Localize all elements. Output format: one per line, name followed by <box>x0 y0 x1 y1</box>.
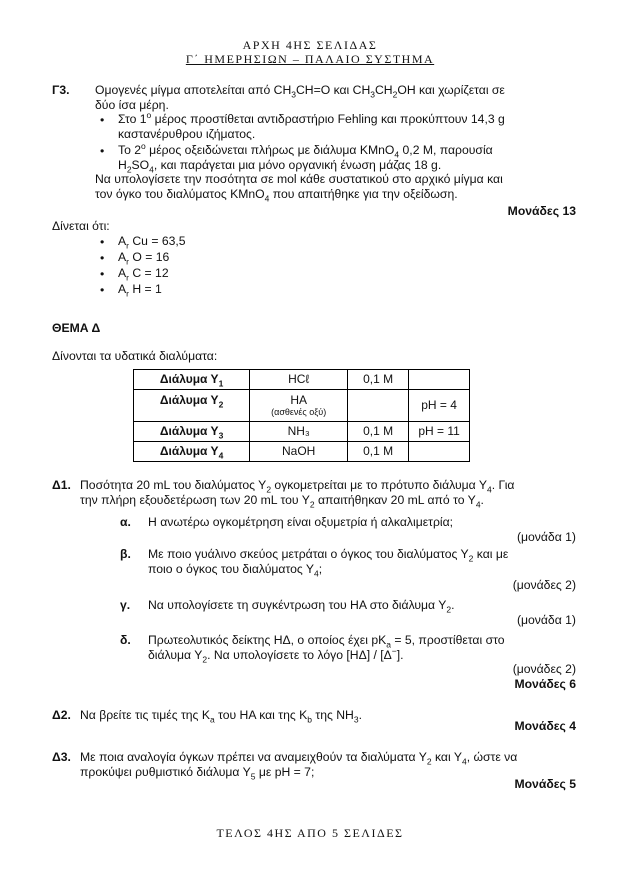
g3-bullet1-line2: καστανέρυθρου ιζήματος. <box>118 127 256 141</box>
table-cell-name: Διάλυμα $\Upsilon_2$ <box>134 390 250 422</box>
table-cell-ph: pH = 4 <box>409 390 470 422</box>
d3-line1: Με ποια αναλογία όγκων πρέπει να αναμειχθούν τα διαλύματα $\Upsilon_2$ και $\Upsilon_4$, ώστε να <box>80 750 518 767</box>
table-cell-ph <box>409 370 470 390</box>
section-intro: Δίνονται τα υδατικά διαλύματα: <box>52 349 218 363</box>
g3-units: Μονάδες 13 <box>507 204 576 218</box>
given-item: $A_r$ C = 12 <box>118 266 169 283</box>
bullet-icon: • <box>100 144 105 158</box>
g3-bullet2-line2: $H_2SO_4$, και παράγεται μια μόνο οργανική ένωση μάζας 18 g. <box>118 158 442 175</box>
bullet-icon: • <box>100 235 105 249</box>
table-cell-name: Διάλυμα $\Upsilon_4$ <box>134 442 250 462</box>
table-cell-concentration: 0,1 M <box>348 370 409 390</box>
given-item: $A_r$ Cu = 63,5 <box>118 234 186 251</box>
page-footer: ΤΕΛΟΣ 4ΗΣ ΑΠΟ 5 ΣΕΛΙΔΕΣ <box>216 826 404 840</box>
table-cell-name: Διάλυμα $\Upsilon_3$ <box>134 422 250 442</box>
table-cell-compound: NaOH <box>250 442 348 462</box>
table-cell-compound: HA (ασθενές οξύ) <box>250 390 348 422</box>
table-row <box>134 442 470 462</box>
d1-d-line1: Πρωτεολυτικός δείκτης ΗΔ, ο οποίος έχει $pK_a = 5$, προστίθεται στο <box>148 633 505 650</box>
bullet-icon: • <box>100 283 105 297</box>
d1-c-units: (μονάδα 1) <box>516 613 576 627</box>
table-cell-compound: NH₃ <box>250 422 348 442</box>
d1-d-label: δ. <box>120 633 131 647</box>
d2-text: Να βρείτε τις τιμές της $K_a$ του HA και της $K_b$ της $NH_3$. <box>80 708 362 725</box>
g3-intro-line1: Ομογενές μίγμα αποτελείται από $CH_3CH=O$ και $CH_3CH_2OH$ και χωρίζεται σε <box>95 83 505 100</box>
d1-b-line1: Με ποιο γυάλινο σκεύος μετράται ο όγκος του διαλύματος $\Upsilon_2$ και με <box>148 547 509 564</box>
d2-units: Μονάδες 4 <box>514 719 576 733</box>
d1-d-units: (μονάδες 2) <box>512 662 576 676</box>
d1-units: Μονάδες 6 <box>514 677 576 691</box>
table-row <box>134 390 470 422</box>
d1-a-label: α. <box>120 515 131 529</box>
d1-d-line2: διάλυμα $\Upsilon_2$. Να υπολογίσετε το λόγο [ΗΔ] / [Δ−]. <box>148 645 404 665</box>
g3-question-line2: τον όγκο του διαλύματος KMnO$_4$ που απαιτήθηκε για την οξείδωση. <box>95 187 458 204</box>
page-header-line2: Γ΄ ΗΜΕΡΗΣΙΩΝ – ΠΑΛΑΙΟ ΣΥΣΤΗΜΑ <box>185 52 435 66</box>
table-cell-name: Διάλυμα $\Upsilon_1$ <box>134 370 250 390</box>
given-item: $A_r$ H = 1 <box>118 282 162 299</box>
d1-a-units: (μονάδα 1) <box>516 530 576 544</box>
question-d1-label: Δ1. <box>52 478 71 492</box>
page-header-line1: ΑΡΧΗ 4ΗΣ ΣΕΛΙΔΑΣ <box>242 38 378 52</box>
d1-intro-line2: την πλήρη εξουδετέρωση των 20 mL του $\Upsilon_2$ απαιτήθηκαν 20 mL από το $\Upsilon_4$. <box>80 493 484 510</box>
section-title: ΘΕΜΑ Δ <box>52 321 101 335</box>
d3-line2: προκύψει ρυθμιστικό διάλυμα $\Upsilon_5$ με pH = 7; <box>80 765 315 782</box>
g3-bullet1-line1: Στο $1^o$ μέρος προστίθεται αντιδραστήριο Fehling και προκύπτουν 14,3 g <box>118 109 505 126</box>
given-item: $A_r$ O = 16 <box>118 250 170 267</box>
g3-bullet2-line1: Το $2^o$ μέρος οξειδώνεται πλήρως με διάλυμα KMnO$_4$ 0,2 M, παρουσία <box>118 140 493 160</box>
table-cell-compound: HCℓ <box>250 370 348 390</box>
d1-b-line2: ποιο ο όγκος του διαλύματος $\Upsilon_4$; <box>148 562 323 579</box>
d1-c-text: Να υπολογίσετε τη συγκέντρωση του HA στο διάλυμα $\Upsilon_2$. <box>148 598 455 615</box>
d1-b-units: (μονάδες 2) <box>512 578 576 592</box>
d1-a-text: Η ανωτέρω ογκομέτρηση είναι οξυμετρία ή αλκαλιμετρία; <box>148 515 454 529</box>
g3-question-line1: Να υπολογίσετε την ποσότητα σε mol κάθε συστατικού στο αρχικό μίγμα και <box>95 172 503 186</box>
d1-intro-line1: Ποσότητα 20 mL του διαλύματος $\Upsilon_2$ ογκομετρείται με το πρότυπο διάλυμα $\Upsilon_4$. Για <box>80 478 515 495</box>
table-cell-ph: pH = 11 <box>409 422 470 442</box>
d1-b-label: β. <box>120 547 131 561</box>
question-d2-label: Δ2. <box>52 708 71 722</box>
question-g3-label: Γ3. <box>52 83 70 97</box>
table-cell-concentration: 0,1 M <box>348 442 409 462</box>
question-d3-label: Δ3. <box>52 750 71 764</box>
table-row <box>134 370 470 390</box>
d3-units: Μονάδες 5 <box>514 777 576 791</box>
table-row <box>134 422 470 442</box>
solutions-table <box>133 369 470 462</box>
bullet-icon: • <box>100 113 105 127</box>
bullet-icon: • <box>100 267 105 281</box>
table-cell-ph <box>409 442 470 462</box>
table-cell-concentration: 0,1 M <box>348 422 409 442</box>
bullet-icon: • <box>100 251 105 265</box>
g3-intro-line2: δύο ίσα μέρη. <box>95 98 169 112</box>
given-title: Δίνεται ότι: <box>52 219 110 233</box>
d1-c-label: γ. <box>120 598 131 612</box>
table-cell-concentration <box>348 390 409 422</box>
